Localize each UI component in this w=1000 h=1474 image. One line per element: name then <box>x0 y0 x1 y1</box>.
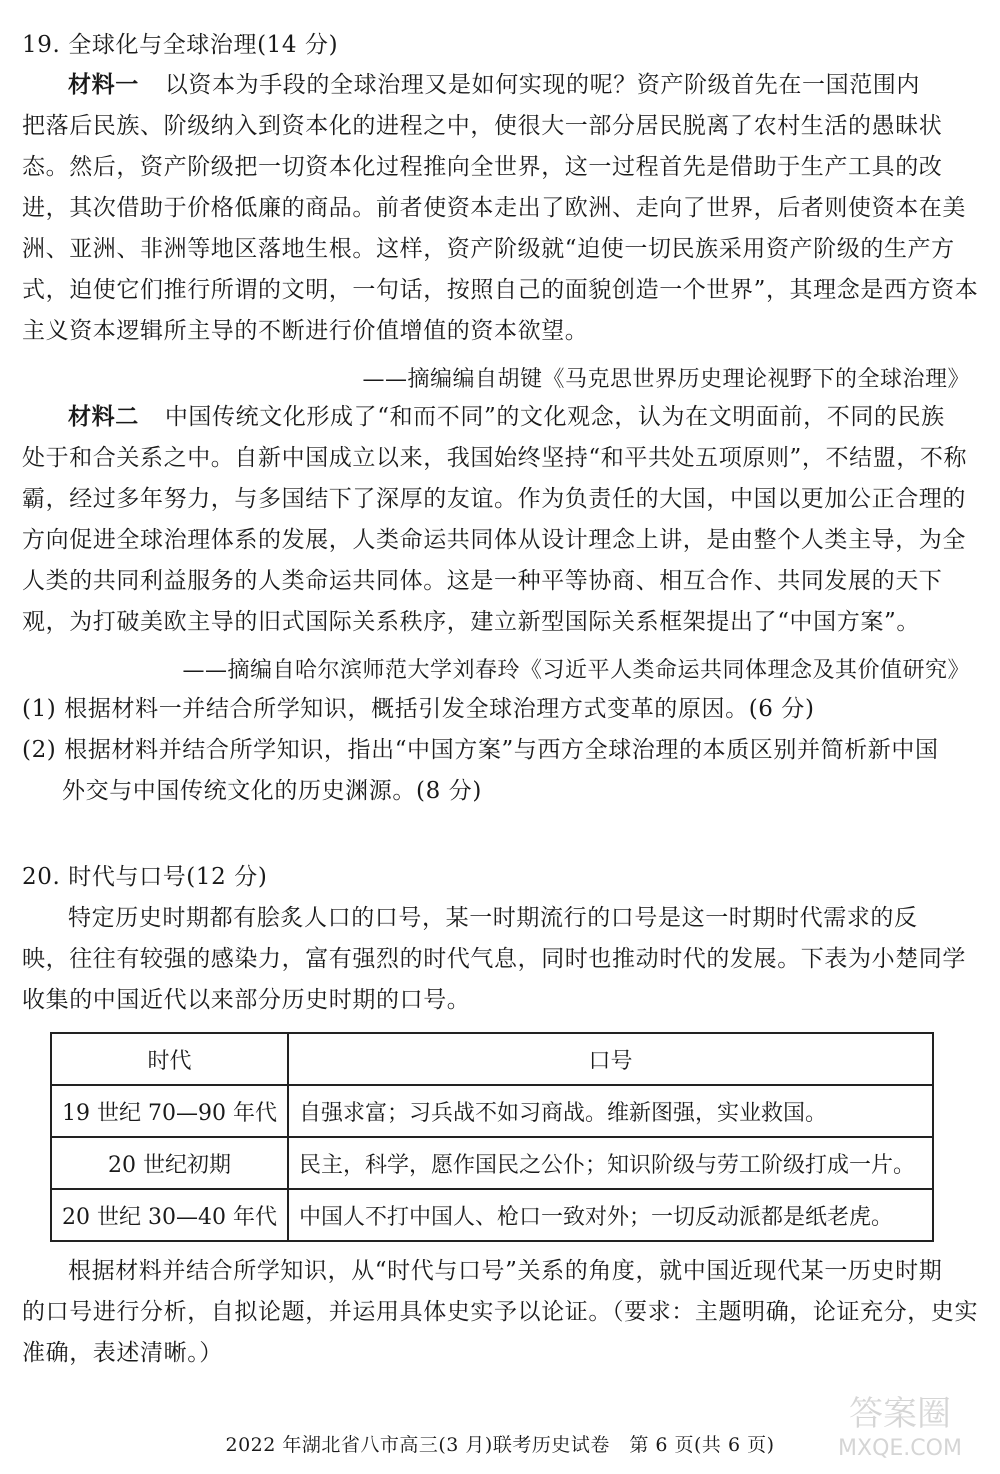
header-slogan: 口号 <box>288 1033 933 1085</box>
q19-material1-line-5: 洲、亚洲、非洲等地区落地生根。这样，资产阶级就“迫使一切民族采用资产阶级的生产方 <box>22 236 955 262</box>
table-row <box>51 1085 933 1137</box>
watermark-subtext: MXQE.COM <box>838 1436 962 1461</box>
slogan-table <box>50 1032 934 1242</box>
material2-label: 材料二 <box>68 404 139 430</box>
table-cell-era: 20 世纪 30—40 年代 <box>51 1189 288 1241</box>
q19-material1-line-4: 进，其次借助于价格低廉的商品。前者使资本走出了欧洲、走向了世界，后者则使资本在美 <box>22 195 966 221</box>
q19-sub-question-2-cont: 外交与中国传统文化的历史渊源。(8 分) <box>62 778 482 804</box>
material1-source: ——摘编编自胡键《马克思世界历史理论视野下的全球治理》 <box>362 367 970 392</box>
q19-material2-line-2: 处于和合关系之中。自新中国成立以来，我国始终坚持“和平共处五项原则”，不结盟，不称 <box>22 445 968 471</box>
q20-title: 20. 时代与口号(12 分) <box>22 864 268 890</box>
material1-label: 材料一 <box>68 72 139 98</box>
q20-intro-line-2: 映，往往有较强的感染力，富有强烈的时代气息，同时也推动时代的发展。下表为小楚同学 <box>22 946 966 972</box>
material2-source: ——摘编自哈尔滨师范大学刘春玲《习近平人类命运共同体理念及其价值研究》 <box>182 658 970 683</box>
page-footer: 2022 年湖北省八市高三(3 月)联考历史试卷 第 6 页(共 6 页) <box>225 1434 775 1456</box>
table-cell-era: 19 世纪 70—90 年代 <box>51 1085 288 1137</box>
table-row <box>51 1137 933 1189</box>
table-cell-slogan: 中国人不打中国人、枪口一致对外；一切反动派都是纸老虎。 <box>288 1189 933 1241</box>
header-era: 时代 <box>51 1033 288 1085</box>
q19-material2-line-5: 人类的共同利益服务的人类命运共同体。这是一种平等协商、相互合作、共同发展的天下 <box>22 568 943 594</box>
q19-material2-line-3: 霸，经过多年努力，与多国结下了深厚的友谊。作为负责任的大国，中国以更加公正合理的 <box>22 486 966 512</box>
q19-material1-line-3: 态。然后，资产阶级把一切资本化过程推向全世界，这一过程首先是借助于生产工具的改 <box>22 154 943 180</box>
q19-material1-line-7: 主义资本逻辑所主导的不断进行价值增值的资本欲望。 <box>22 318 589 344</box>
q19-material2-line-1: 材料二 中国传统文化形成了“和而不同”的文化观念，认为在文明面前，不同的民族 <box>68 404 945 430</box>
q19-sub-question-1: (1) 根据材料一并结合所学知识，概括引发全球治理方式变革的原因。(6 分) <box>22 696 815 722</box>
q19-material1-line-1: 材料一 以资本为手段的全球治理又是如何实现的呢？资产阶级首先在一国范围内 <box>68 72 921 98</box>
q19-material1-line-2: 把落后民族、阶级纳入到资本化的进程之中，使很大一部分居民脱离了农村生活的愚昧状 <box>22 113 943 139</box>
q19-title: 19. 全球化与全球治理(14 分) <box>22 32 339 58</box>
table-cell-era: 20 世纪初期 <box>51 1137 288 1189</box>
watermark-logo <box>815 1385 985 1465</box>
q19-material1-line-6: 式，迫使它们推行所谓的文明，一句话，按照自己的面貌创造一个世界”，其理念是西方资本 <box>22 277 979 303</box>
q20-task-line-2: 的口号进行分析，自拟论题，并运用具体史实予以论证。（要求：主题明确，论证充分，史实 <box>22 1299 979 1325</box>
q20-intro-line-3: 收集的中国近代以来部分历史时期的口号。 <box>22 987 471 1013</box>
table-header-row <box>51 1033 933 1085</box>
table-row <box>51 1189 933 1241</box>
q19-material2-line-4: 方向促进全球治理体系的发展，人类命运共同体从设计理念上讲，是由整个人类主导，为全 <box>22 527 966 553</box>
q20-task-line-1: 根据材料并结合所学知识，从“时代与口号”关系的角度，就中国近现代某一历史时期 <box>68 1258 943 1284</box>
q20-intro-line-1: 特定历史时期都有脍炙人口的口号，某一时期流行的口号是这一时期时代需求的反 <box>68 905 918 931</box>
table-cell-slogan: 自强求富；习兵战不如习商战。维新图强，实业救国。 <box>288 1085 933 1137</box>
watermark-text: 答案圈 <box>849 1394 951 1434</box>
q20-task-line-3: 准确，表述清晰。） <box>22 1340 223 1366</box>
q19-sub-question-2: (2) 根据材料并结合所学知识，指出“中国方案”与西方全球治理的本质区别并简析新中国 <box>22 737 939 763</box>
table-cell-slogan: 民主，科学，愿作国民之公仆；知识阶级与劳工阶级打成一片。 <box>288 1137 933 1189</box>
q19-material2-line-6: 观，为打破美欧主导的旧式国际关系秩序，建立新型国际关系框架提出了“中国方案”。 <box>22 609 920 635</box>
